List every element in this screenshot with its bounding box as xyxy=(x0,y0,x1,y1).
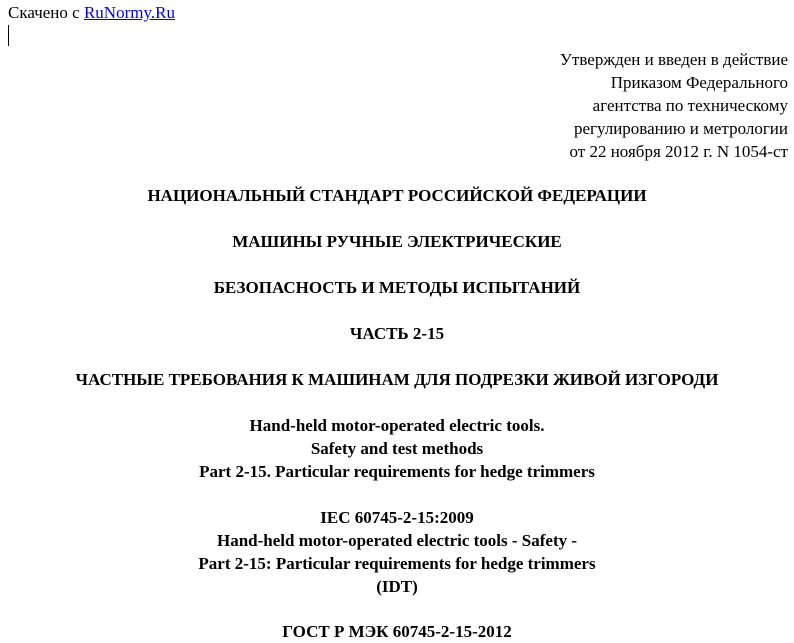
english-title-line: Safety and test methods xyxy=(310,439,484,458)
approval-line: регулированию и метрологии xyxy=(573,119,788,138)
iec-title-line: Part 2-15: Particular requirements for hedge trimmers xyxy=(198,554,596,573)
runormy-link[interactable]: RuNormy.Ru xyxy=(83,3,175,22)
approval-line: агентства по техническому xyxy=(592,96,788,115)
approval-line: Приказом Федерального xyxy=(610,73,788,92)
iec-designation: IEC 60745-2-15:2009 xyxy=(320,508,474,527)
downloaded-from-line xyxy=(8,3,175,23)
iec-title-line: Hand-held motor-operated electric tools - Safety - xyxy=(216,531,578,550)
particular-heading: ЧАСТНЫЕ ТРЕБОВАНИЯ К МАШИНАМ ДЛЯ ПОДРЕЗКИ ЖИВОЙ ИЗГОРОДИ xyxy=(75,370,719,389)
downloaded-prefix: Скачено с xyxy=(8,3,84,22)
english-title-line: Hand-held motor-operated electric tools. xyxy=(249,416,545,435)
approval-line: Утвержден и введен в действие xyxy=(559,50,788,69)
english-title-block xyxy=(0,414,794,483)
iec-block xyxy=(0,506,794,598)
gost-designation: ГОСТ Р МЭК 60745-2-15-2012 xyxy=(282,622,512,641)
standard-heading: НАЦИОНАЛЬНЫЙ СТАНДАРТ РОССИЙСКОЙ ФЕДЕРАЦИИ xyxy=(147,186,647,205)
text-cursor xyxy=(8,25,9,46)
approval-block xyxy=(560,48,788,163)
part-heading: ЧАСТЬ 2-15 xyxy=(349,324,445,343)
english-title-line: Part 2-15. Particular requirements for hedge trimmers xyxy=(199,462,595,481)
iec-idt-label: (IDT) xyxy=(376,577,418,596)
safety-heading: БЕЗОПАСНОСТЬ И МЕТОДЫ ИСПЫТАНИЙ xyxy=(213,278,581,297)
approval-line: от 22 ноября 2012 г. N 1054-ст xyxy=(569,142,788,161)
subject-heading: МАШИНЫ РУЧНЫЕ ЭЛЕКТРИЧЕСКИЕ xyxy=(232,232,562,251)
